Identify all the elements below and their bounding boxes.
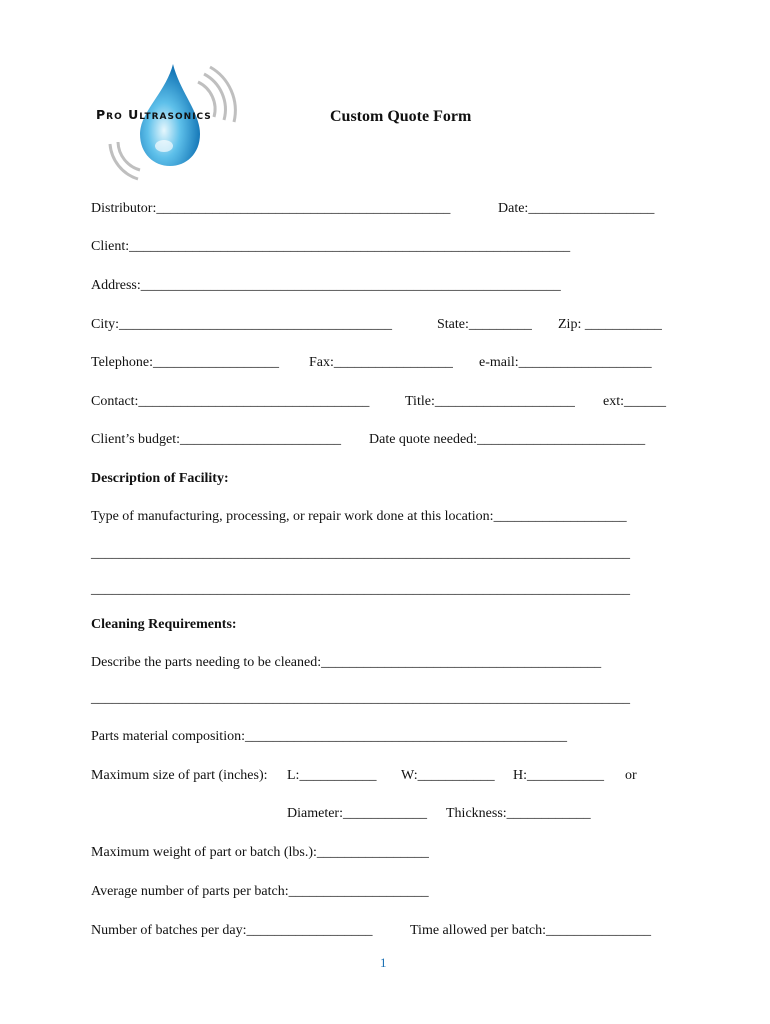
zip-field[interactable]: Zip: ___________: [558, 317, 662, 332]
fax-field[interactable]: Fax:_________________: [309, 355, 453, 370]
distributor-field[interactable]: Distributor:__________________________________________: [91, 201, 451, 216]
or-text: or: [625, 768, 637, 783]
company-logo: [88, 62, 248, 182]
facility-blank-line-2[interactable]: _____________________________________________________________________________: [91, 582, 630, 597]
clients-budget-field[interactable]: Client’s budget:_______________________: [91, 432, 342, 447]
address-field[interactable]: Address:____________________________________________________________: [91, 278, 561, 293]
water-drop-icon: [88, 62, 248, 182]
type-of-work-field[interactable]: Type of manufacturing, processing, or repair work done at this location:___________________: [91, 509, 627, 524]
cleaning-blank-line-1[interactable]: _____________________________________________________________________________: [91, 691, 630, 706]
contact-title-field[interactable]: Title:____________________: [405, 394, 575, 409]
max-size-label: Maximum size of part (inches):: [91, 768, 268, 783]
state-field[interactable]: State:_________: [437, 317, 532, 332]
client-field[interactable]: Client:_______________________________________________________________: [91, 239, 571, 254]
time-per-batch-field[interactable]: Time allowed per batch:_______________: [410, 923, 651, 938]
height-field[interactable]: H:___________: [513, 768, 604, 783]
page-title: Custom Quote Form: [330, 108, 472, 125]
avg-parts-field[interactable]: Average number of parts per batch:____________________: [91, 884, 429, 899]
page-number: 1: [380, 955, 387, 970]
telephone-field[interactable]: Telephone:__________________: [91, 355, 279, 370]
email-field[interactable]: e-mail:___________________: [479, 355, 652, 370]
length-field[interactable]: L:___________: [287, 768, 377, 783]
batches-per-day-field[interactable]: Number of batches per day:__________________: [91, 923, 373, 938]
city-field[interactable]: City:_______________________________________: [91, 317, 393, 332]
describe-parts-field[interactable]: Describe the parts needing to be cleaned:________________________________________: [91, 655, 602, 670]
cleaning-heading: Cleaning Requirements:: [91, 617, 237, 632]
facility-heading: Description of Facility:: [91, 471, 229, 486]
thickness-field[interactable]: Thickness:____________: [446, 806, 591, 821]
material-field[interactable]: Parts material composition:______________________________________________: [91, 729, 567, 744]
logo-text: Pro Ultrasonics: [96, 107, 212, 122]
ext-field[interactable]: ext:______: [603, 394, 666, 409]
date-quote-needed-field[interactable]: Date quote needed:________________________: [369, 432, 646, 447]
contact-field[interactable]: Contact:_________________________________: [91, 394, 370, 409]
date-field[interactable]: Date:__________________: [498, 201, 655, 216]
diameter-field[interactable]: Diameter:____________: [287, 806, 427, 821]
width-field[interactable]: W:___________: [401, 768, 495, 783]
facility-blank-line-1[interactable]: _____________________________________________________________________________: [91, 546, 630, 561]
max-weight-field[interactable]: Maximum weight of part or batch (lbs.):________________: [91, 845, 429, 860]
